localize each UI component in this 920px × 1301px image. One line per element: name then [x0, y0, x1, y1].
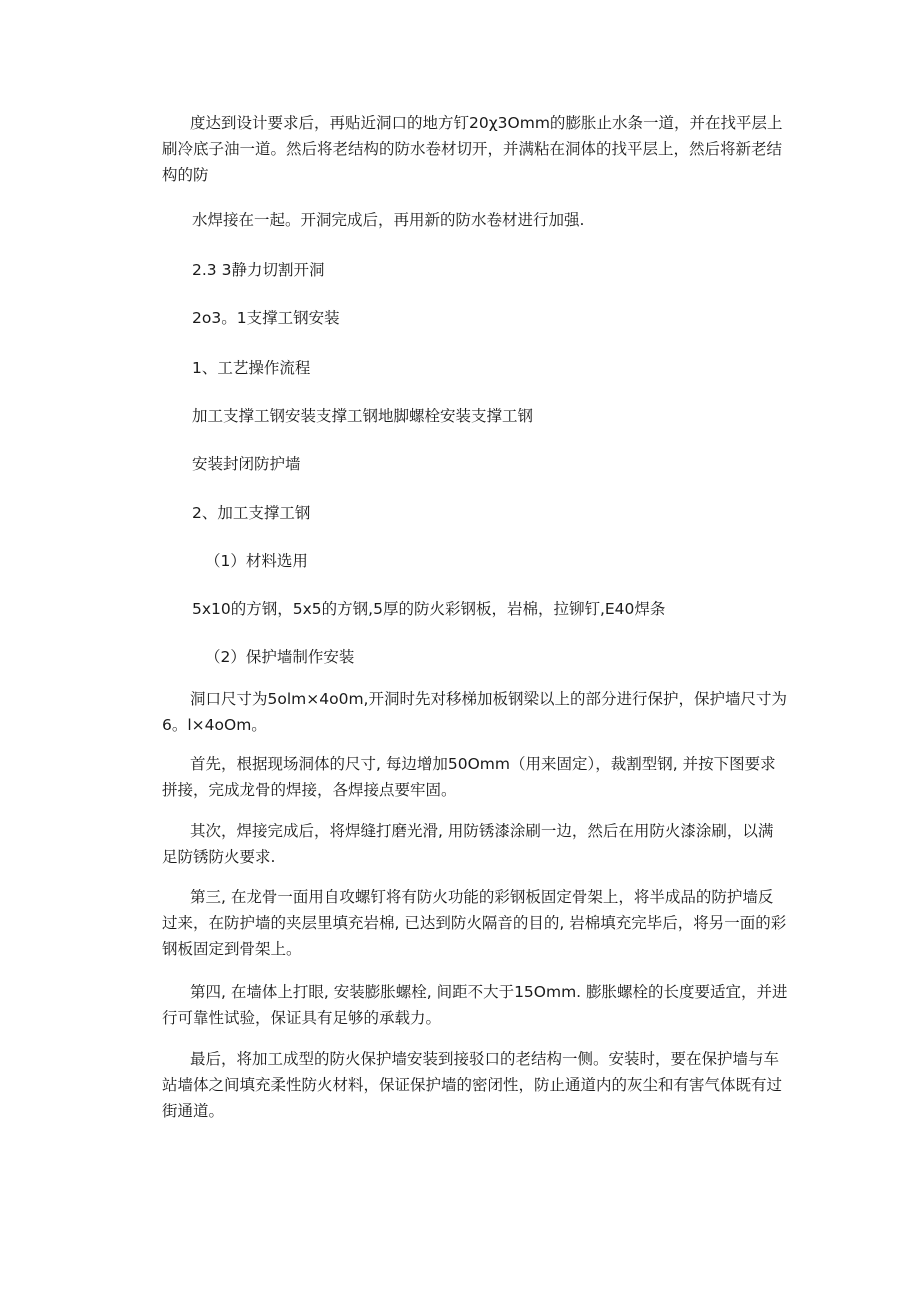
paragraph-2: 水焊接在一起。开洞完成后，再用新的防水卷材进行加强.	[192, 211, 585, 229]
list-heading-steel: 2、加工支撑工钢	[192, 504, 311, 522]
paragraph-third: 第三, 在龙骨一面用自攻螺钉将有防火功能的彩钢板固定骨架上，将半成品的防护墙反过来，在防护墙的夹层里填充岩棉, 已达到防火隔音的目的, 岩棉填充完毕后，将另一面的彩钢板固定到骨架上。	[162, 888, 787, 958]
paragraph-first: 首先，根据现场洞体的尺寸, 每边增加50Omm（用来固定），裁割型钢, 并按下图要求拼接，完成龙骨的焊接，各焊接点要牢固。	[162, 755, 776, 799]
list-heading-process: 1、工艺操作流程	[192, 359, 311, 377]
sub-heading-materials: （1）材料选用	[205, 552, 308, 570]
process-flow-line-1: 加工支撑工钢安装支撑工钢地脚螺栓安装支撑工钢	[192, 407, 534, 425]
paragraph-1: 度达到设计要求后，再贴近洞口的地方钉20χ3Omm的膨胀止水条一道，并在找平层上刷冷底子油一道。然后将老结构的防水卷材切开，并满粘在洞体的找平层上，然后将新老结构的防	[162, 114, 783, 184]
process-flow-line-2: 安装封闭防护墙	[192, 455, 301, 473]
materials-list: 5x10的方钢，5x5的方钢,5厚的防火彩钢板，岩棉，拉铆钉,E40焊条	[192, 600, 666, 618]
paragraph-second: 其次，焊接完成后，将焊缝打磨光滑, 用防锈漆涂刷一边，然后在用防火漆涂刷，以满足防锈防火要求.	[162, 822, 774, 866]
subsection-heading-2-3-1: 2o3。1支撑工钢安装	[192, 309, 340, 327]
paragraph-opening-size: 洞口尺寸为5olm×4o0m,开洞时先对移梯加板钢梁以上的部分进行保护，保护墙尺寸为6。l×4oOm。	[162, 690, 787, 734]
paragraph-fourth: 第四, 在墙体上打眼, 安装膨胀螺栓, 间距不大于15Omm. 膨胀螺栓的长度要适宜，并进行可靠性试验，保证具有足够的承载力。	[162, 983, 788, 1027]
sub-heading-wall: （2）保护墙制作安装	[205, 648, 355, 666]
section-heading-2-3-3: 2.3 3静力切割开洞	[192, 261, 325, 279]
paragraph-last: 最后，将加工成型的防火保护墙安装到接驳口的老结构一侧。安装时，要在保护墙与车站墙体之间填充柔性防火材料，保证保护墙的密闭性，防止通道内的灰尘和有害气体既有过街通道。	[162, 1050, 783, 1120]
